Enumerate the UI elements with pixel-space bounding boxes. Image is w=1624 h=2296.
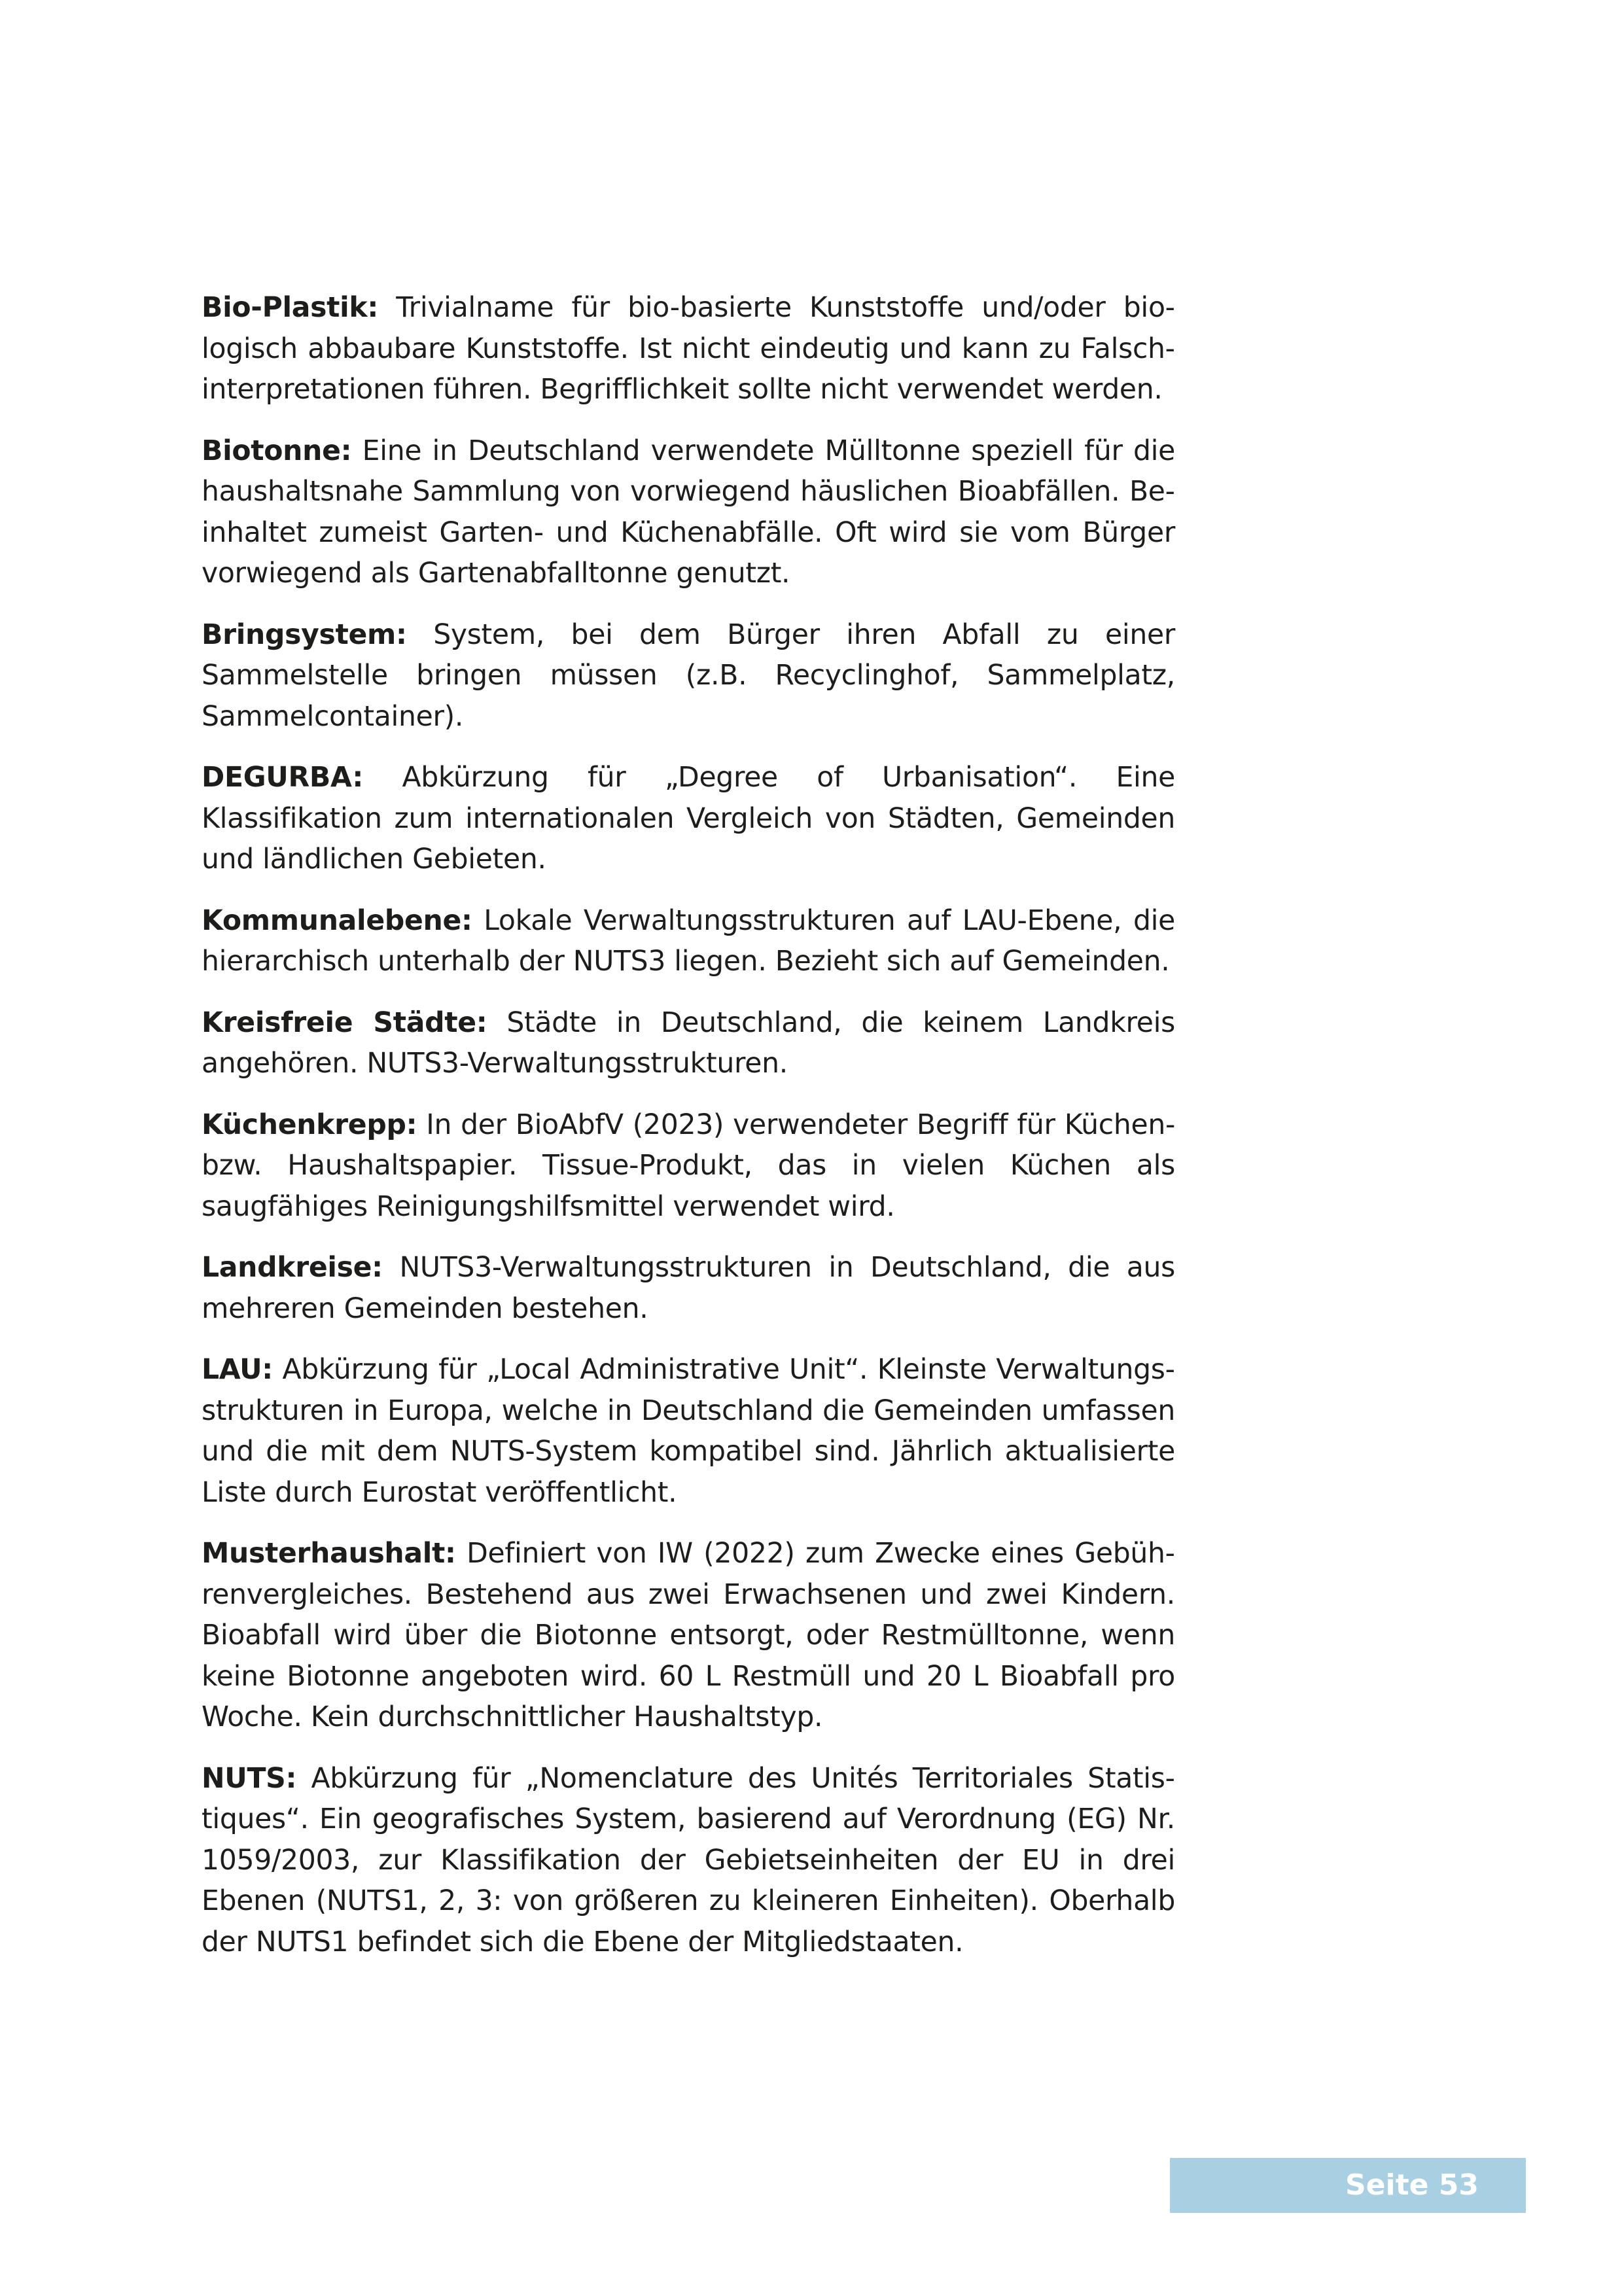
glossary-term: Bringsystem: [202,618,407,651]
glossary-entry-kuechenkrepp [202,1105,1175,1228]
glossary-definition: System, bei dem Bürger ihren Abfall zu einer Sammelstelle bringen müssen (z.B. Recyclinghof, Sammelplatz, Sammelcontainer). [202,618,1175,733]
glossary-term: Küchenkrepp: [202,1108,417,1141]
glossary-entry-nuts [202,1759,1175,1964]
glossary-entry-bio-plastik [202,288,1175,411]
page-number-badge [1170,2158,1526,2213]
glossary-definition: Lokale Verwaltungsstrukturen auf LAU-Ebene, die hierarchisch unterhalb der NUTS3 liegen. Bezieht sich auf Gemeinden. [202,904,1175,978]
glossary-entry-degurba [202,758,1175,881]
glossary-definition: Eine in Deutschland verwendete Mülltonne speziell für die haushaltsnahe Sammlung von vorwiegend häuslichen Bioabfällen. Beinhaltet zumeist Garten- und Küchenabfälle. Oft wird sie vom Bürger vorwiegend als Gartenabfalltonne genutzt. [202,434,1175,590]
glossary-entry-bringsystem [202,615,1175,738]
glossary-definition: Abkürzung für „Nomenclature des Unités Territoriales Statistiques“. Ein geografisches System, basierend auf Verordnung (EG) Nr. 1059/2003, zur Klassifikation der Gebietseinheiten der EU in drei Ebenen (NUTS1, 2, 3: von größeren zu kleineren Einheiten). Oberhalb der NUTS1 befindet sich die Ebene der Mitgliedstaaten. [202,1762,1175,1958]
glossary-term: DEGURBA: [202,762,364,794]
glossary-definition: Trivialname für bio-basierte Kunststoffe und/oder biologisch abbaubare Kunststoffe. Ist nicht eindeutig und kann zu Falschinterpretationen führen. Begrifflichkeit sollte nicht verwendet werden. [202,292,1175,406]
glossary-definition: Städte in Deutschland, die keinem Landkreis angehören. NUTS3-Verwaltungsstrukturen. [202,1006,1175,1080]
glossary-entry-kreisfreie-staedte [202,1003,1175,1085]
glossary-definition: In der BioAbfV (2023) verwendeter Begriff für Küchen- bzw. Haushaltspapier. Tissue-Produkt, das in vielen Küchen als saugfähiges Reinigungshilfsmittel verwendet wird. [202,1108,1175,1223]
glossary-term: LAU: [202,1354,273,1386]
glossary-term: Bio-Plastik: [202,292,379,324]
glossary-definition: Abkürzung für „Local Administrative Unit“. Kleinste Verwaltungsstrukturen in Europa, welche in Deutschland die Gemeinden umfassen und die mit dem NUTS-System kompatibel sind. Jährlich aktualisierte Liste durch Eurostat veröffentlicht. [202,1354,1175,1509]
glossary-list [202,288,1175,1983]
glossary-entry-kommunalebene [202,901,1175,983]
glossary-entry-lau [202,1350,1175,1513]
glossary-definition: NUTS3-Verwaltungsstrukturen in Deutschland, die aus mehreren Gemeinden bestehen. [202,1252,1175,1325]
glossary-definition: Definiert von IW (2022) zum Zwecke eines Gebührenvergleiches. Bestehend aus zwei Erwachsenen und zwei Kindern. Bioabfall wird über die Biotonne entsorgt, oder Restmülltonne, wenn keine Biotonne angeboten wird. 60 L Restmüll und 20 L Bioabfall pro Woche. Kein durchschnittlicher Haushaltstyp. [202,1538,1175,1733]
glossary-term: Landkreise: [202,1252,383,1284]
glossary-term: NUTS: [202,1762,297,1795]
page-number: Seite 53 [1345,2168,1479,2202]
glossary-term: Kreisfreie Städte: [202,1006,487,1039]
glossary-term: Kommunalebene: [202,904,472,937]
glossary-definition: Abkürzung für „Degree of Urbanisation“. Eine Klassifikation zum internationalen Vergleich von Städten, Gemeinden und ländlichen Gebieten. [202,762,1175,875]
glossary-entry-landkreise [202,1248,1175,1330]
glossary-entry-musterhaushalt [202,1534,1175,1739]
glossary-entry-biotonne [202,431,1175,595]
glossary-term: Biotonne: [202,434,352,467]
glossary-term: Musterhaushalt: [202,1538,456,1570]
